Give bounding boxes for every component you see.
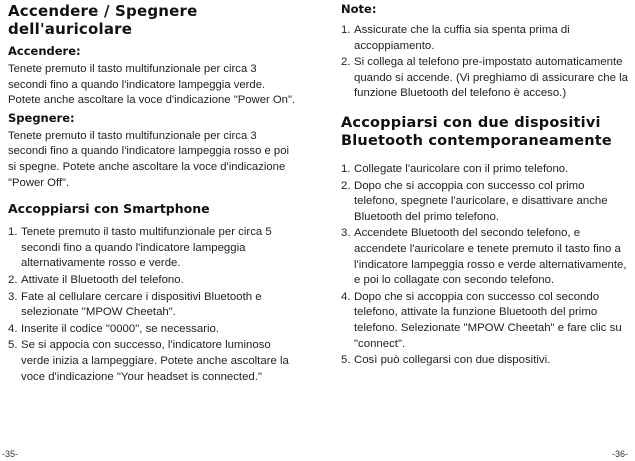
step-text: Se si appocia con successo, l'indicatore luminoso verde inizia a lampeggiare. Potete anche ascoltare la voce d'indicazione "Your headset is connected." — [21, 339, 289, 383]
pairing-heading: Accoppiarsi con Smartphone — [8, 201, 210, 217]
step-number: 5. — [341, 354, 351, 367]
step-text: Attivate il Bluetooth del telefono. — [21, 273, 184, 286]
step-number: 4. — [341, 290, 351, 303]
note-heading: Note: — [341, 2, 377, 16]
step-text: Così può collegarsi con due dispositivi. — [354, 354, 551, 367]
list-item — [8, 273, 298, 289]
step-text: Inserite il codice "0000", se necessario. — [21, 322, 220, 335]
step-text: Tenete premuto il tasto multifunzionale per circa 5 secondi fino a quando l'indicatore lampeggia alternativamente rosso e verde. — [21, 226, 272, 270]
step-text: Dopo che si accoppia con successo col primo telefono, spegnete l'auricolare, e disattivare anche Bluetooth del primo telefono. — [354, 179, 608, 223]
left-page — [8, 0, 298, 385]
power-off-text: Tenete premuto il tasto multifunzionale per circa 3 secondi fino a quando l'indicatore lampeggia rosso e poi si spegne. Potete anche ascoltare la voce d'indicazione "Power Off". — [8, 129, 289, 189]
dual-steps — [341, 162, 631, 369]
list-item — [341, 162, 631, 178]
list-item — [341, 23, 631, 54]
list-item — [8, 290, 298, 321]
power-on-heading: Accendere: — [8, 44, 81, 58]
list-item — [341, 179, 631, 226]
list-item — [341, 290, 631, 352]
step-number: 1. — [341, 162, 351, 175]
power-off-heading: Spegnere: — [8, 110, 75, 125]
step-number: 3. — [8, 290, 18, 303]
pairing-steps — [8, 225, 298, 385]
step-number: 5. — [8, 339, 18, 352]
power-on-text: Tenete premuto il tasto multifunzionale per circa 3 secondi fino a quando l'indicatore lampeggia verde. Potete anche ascoltare la voce d'indicazione "Power On". — [8, 63, 296, 107]
note-text: Si collega al telefono pre-impostato automaticamente quando si accende. (Vi preghiamo di assicurare che la funzione Bluetooth del telefono è acceso.) — [354, 56, 628, 100]
dual-heading-line1: Accoppiarsi con due dispositivi — [341, 114, 601, 131]
page-number-left: -35- — [2, 449, 19, 459]
note-number: 2. — [341, 56, 351, 69]
note-text: Assicurate che la cuffia sia spenta prima di accoppiamento. — [354, 24, 570, 52]
step-number: 1. — [8, 226, 18, 239]
step-text: Dopo che si accoppia con successo col secondo telefono, attivate la funzione Bluetooth del primo telefono. Selezionate "MPOW Cheetah" e fare clic su "connect". — [354, 290, 622, 350]
step-number: 2. — [341, 179, 351, 192]
notes-list — [341, 23, 631, 102]
step-text: Fate al cellulare cercare i dispositivi Bluetooth e selezionate "MPOW Cheetah". — [21, 290, 262, 319]
page-number-right: -36- — [612, 449, 629, 459]
dual-heading-line2: Bluetooth contemporaneamente — [341, 132, 612, 149]
list-item — [8, 225, 298, 272]
list-item — [341, 226, 631, 288]
list-item — [341, 353, 631, 369]
step-number: 2. — [8, 273, 18, 286]
step-number: 4. — [8, 322, 18, 335]
list-item — [8, 338, 298, 385]
note-number: 1. — [341, 24, 351, 36]
step-number: 3. — [341, 227, 351, 240]
list-item — [341, 55, 631, 102]
list-item — [8, 322, 298, 338]
right-page — [341, 0, 631, 369]
step-text: Accendete Bluetooth del secondo telefono, e accendete l'auricolare e tenete premuto il tasto fino a l'indicatore lampeggia rosso e verde alternativamente, e poi lo collagate con secondo telefono. — [354, 227, 627, 287]
power-title: Accendere / Spegnere dell'auricolare — [8, 2, 198, 38]
step-text: Collegate l'auricolare con il primo telefono. — [354, 162, 569, 175]
